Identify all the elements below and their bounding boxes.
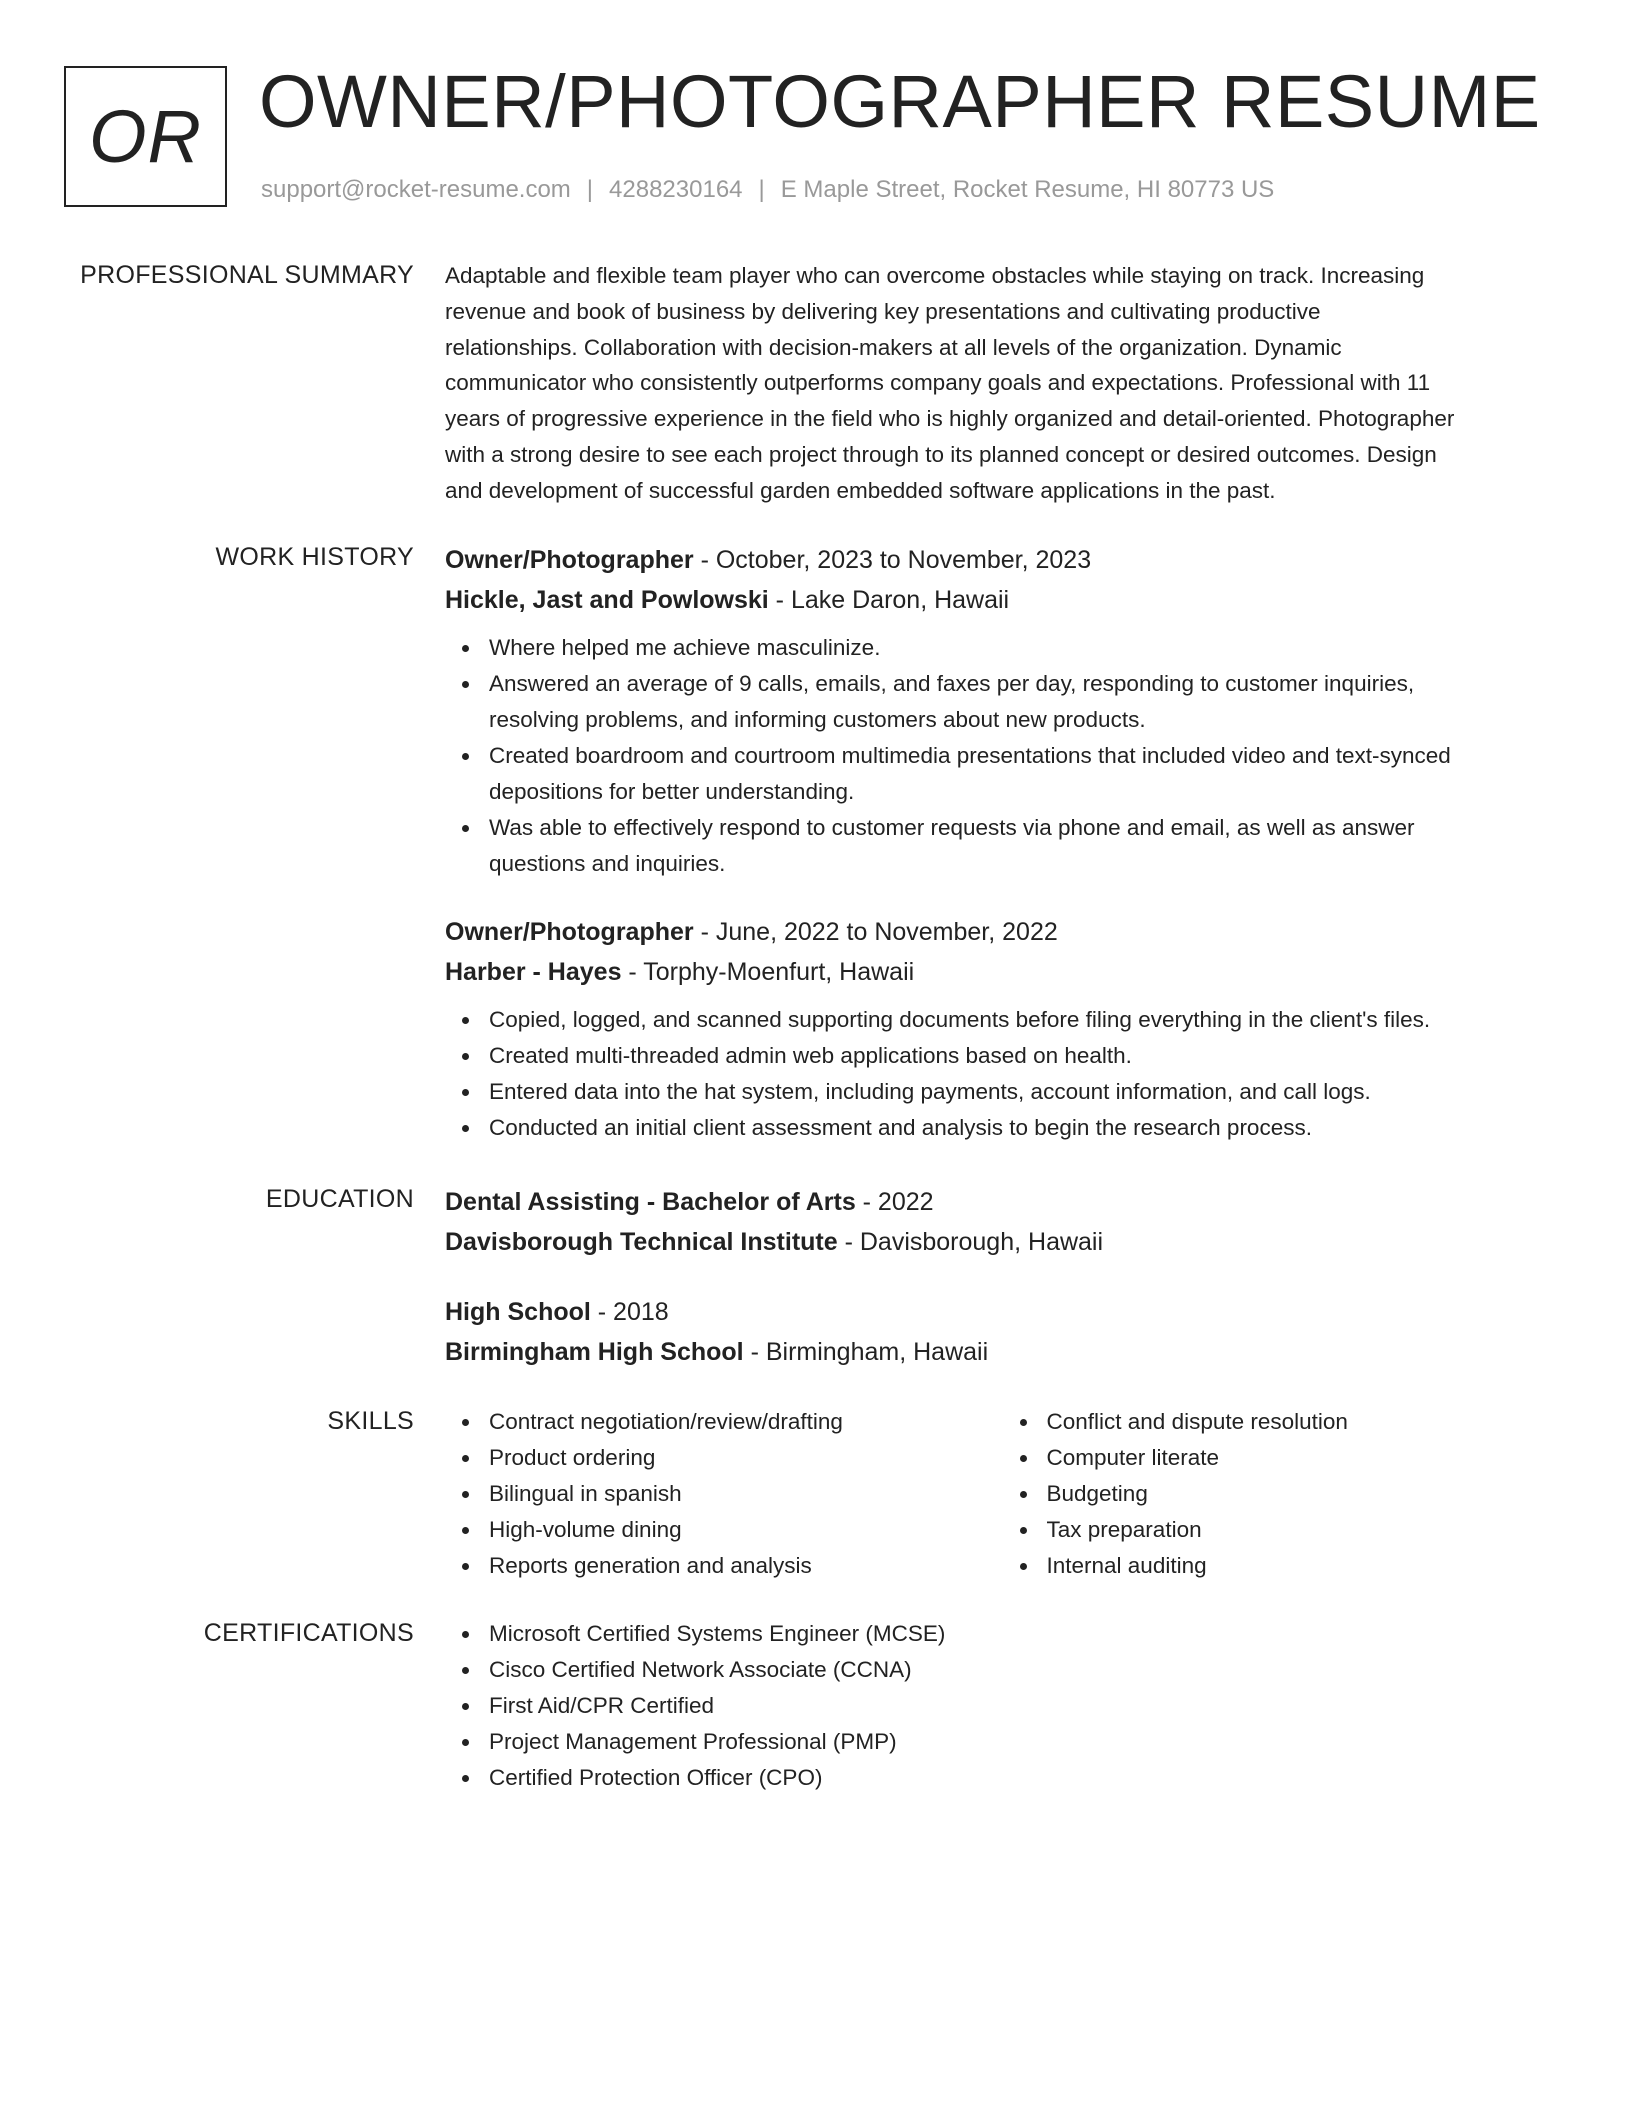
school: Birmingham High School	[445, 1338, 744, 1366]
list-item: Project Management Professional (PMP)	[489, 1724, 1560, 1760]
job-company: Harber - Hayes	[445, 958, 622, 986]
job-company: Hickle, Jast and Powlowski	[445, 586, 769, 614]
skills-list-right	[1003, 1404, 1561, 1584]
list-item: First Aid/CPR Certified	[489, 1688, 1560, 1724]
list-item	[489, 738, 1560, 810]
section-label: PROFESSIONAL SUMMARY	[80, 261, 414, 289]
school-location: - Davisborough, Hawaii	[837, 1228, 1104, 1256]
list-item: Certified Protection Officer (CPO)	[489, 1760, 1560, 1796]
section-label: SKILLS	[327, 1407, 414, 1435]
school-line	[445, 1332, 1560, 1372]
education-entry	[445, 1292, 1560, 1372]
degree: Dental Assisting - Bachelor of Arts	[445, 1188, 856, 1216]
list-item: Budgeting	[1047, 1476, 1561, 1512]
skills-columns	[445, 1404, 1560, 1584]
job-entry	[445, 912, 1560, 1146]
degree-line	[445, 1292, 1560, 1332]
summary-paragraph	[445, 258, 1560, 509]
summary-line: Adaptable and flexible team player who can overcome obstacles while staying on track. Increasing	[445, 263, 1425, 288]
bullet-line: questions and inquiries.	[489, 851, 726, 876]
contact-phone: 4288230164	[609, 176, 743, 203]
list-item: Internal auditing	[1047, 1548, 1561, 1584]
job-bullets	[445, 630, 1560, 882]
job-company-line	[445, 580, 1560, 620]
list-item: Entered data into the hat system, including payments, account information, and call logs.	[489, 1074, 1560, 1110]
education-entry	[445, 1182, 1560, 1262]
work-body	[445, 540, 1560, 1146]
degree-year: - 2022	[855, 1188, 934, 1216]
degree-year: - 2018	[590, 1298, 669, 1326]
summary-line: years of progressive experience in the field who is highly organized and detail-oriented. Photographer	[445, 406, 1455, 432]
contact-separator: |	[586, 176, 594, 203]
list-item: Cisco Certified Network Associate (CCNA)	[489, 1652, 1560, 1688]
bullet-line: Answered an average of 9 calls, emails, and faxes per day, responding to customer inquiries,	[489, 671, 1415, 696]
list-item: Tax preparation	[1047, 1512, 1561, 1548]
summary-line: with a strong desire to see each project through to its planned concept or desired outcomes. Design	[445, 441, 1437, 467]
list-item: Computer literate	[1047, 1440, 1561, 1476]
bullet-line: resolving problems, and informing customers about new products.	[489, 707, 1146, 732]
contact-separator: |	[758, 176, 765, 203]
certifications-list	[445, 1616, 1560, 1796]
job-entry	[445, 540, 1560, 882]
school: Davisborough Technical Institute	[445, 1228, 838, 1256]
job-dates: - June, 2022 to November, 2022	[693, 918, 1058, 946]
contact-line	[261, 174, 1274, 206]
job-title: Owner/Photographer	[445, 546, 694, 574]
list-item: Conducted an initial client assessment and analysis to begin the research process.	[489, 1110, 1560, 1146]
section-label: EDUCATION	[265, 1185, 414, 1213]
job-location: - Lake Daron, Hawaii	[768, 586, 1010, 614]
bullet-line: Was able to effectively respond to customer requests via phone and email, as well as answer	[489, 815, 1415, 840]
list-item: Reports generation and analysis	[489, 1548, 1003, 1584]
summary-line: communicator who consistently outperforms company goals and expectations. Professional with 11	[445, 370, 1431, 396]
degree: High School	[445, 1298, 591, 1326]
list-item: Created multi-threaded admin web applications based on health.	[489, 1038, 1560, 1074]
list-item: Bilingual in spanish	[489, 1476, 1003, 1512]
section-label: CERTIFICATIONS	[203, 1619, 414, 1647]
summary-line: relationships. Collaboration with decision-makers at all levels of the organization. Dynamic	[445, 334, 1342, 360]
list-item	[489, 666, 1560, 738]
monogram-badge: OR	[64, 66, 227, 207]
section-label: WORK HISTORY	[215, 543, 414, 571]
job-title: Owner/Photographer	[445, 918, 694, 946]
job-bullets	[445, 1002, 1560, 1146]
school-line	[445, 1222, 1560, 1262]
education-body	[445, 1182, 1560, 1372]
skills-body	[445, 1404, 1560, 1584]
job-company-line	[445, 952, 1560, 992]
contact-email: support@rocket-resume.com	[261, 176, 571, 203]
list-item: Contract negotiation/review/drafting	[489, 1404, 1003, 1440]
job-dates: - October, 2023 to November, 2023	[693, 546, 1092, 574]
degree-line	[445, 1182, 1560, 1222]
list-item	[489, 810, 1560, 882]
list-item: Copied, logged, and scanned supporting documents before filing everything in the client's files.	[489, 1002, 1560, 1038]
page-title: OWNER/PHOTOGRAPHER RESUME	[259, 60, 1541, 143]
job-location: - Torphy-Moenfurt, Hawaii	[621, 958, 915, 986]
summary-line: and development of successful garden embedded software applications in the past.	[445, 477, 1276, 503]
list-item: Product ordering	[489, 1440, 1003, 1476]
school-location: - Birmingham, Hawaii	[743, 1338, 989, 1366]
bullet-line: depositions for better understanding.	[489, 779, 855, 804]
list-item: High-volume dining	[489, 1512, 1003, 1548]
list-item: Where helped me achieve masculinize.	[489, 630, 1560, 666]
list-item: Microsoft Certified Systems Engineer (MCSE)	[489, 1616, 1560, 1652]
contact-address: E Maple Street, Rocket Resume, HI 80773 US	[780, 176, 1275, 203]
certifications-body	[445, 1616, 1560, 1796]
bullet-line: Created boardroom and courtroom multimedia presentations that included video and text-synced	[489, 743, 1451, 768]
summary-body	[445, 258, 1560, 509]
job-title-line	[445, 540, 1560, 580]
summary-line: revenue and book of business by delivering key presentations and cultivating productive	[445, 298, 1321, 324]
skills-list-left	[445, 1404, 1003, 1584]
job-title-line	[445, 912, 1560, 952]
list-item: Conflict and dispute resolution	[1047, 1404, 1561, 1440]
